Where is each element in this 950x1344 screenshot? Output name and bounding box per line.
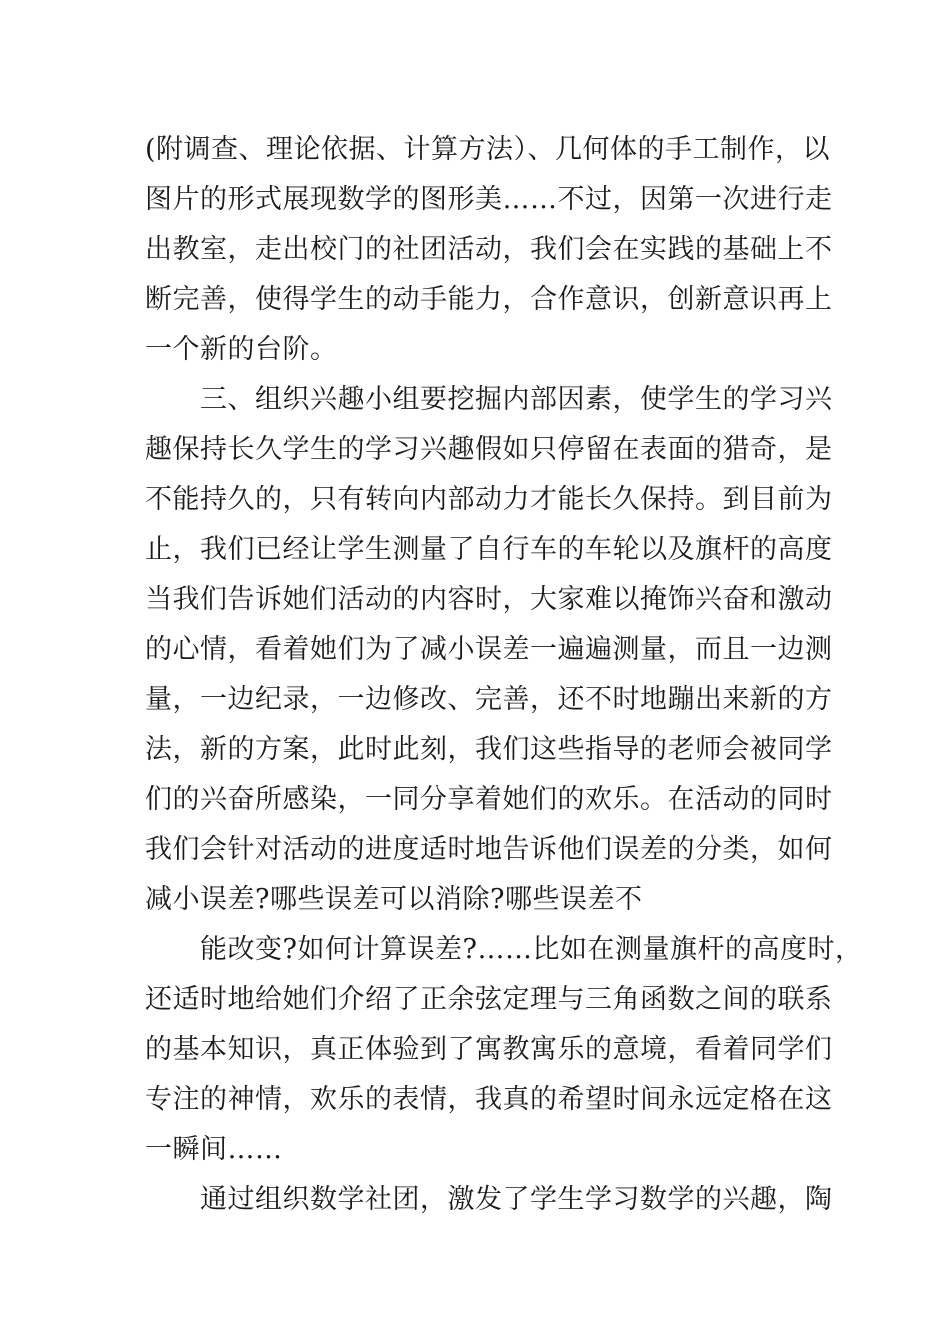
paragraph-start-line: 能改变?如何计算误差?……比如在测量旗杆的高度时， (200, 934, 863, 965)
text-line: 断完善，使得学生的动手能力，合作意识，创新意识再上 (145, 284, 833, 315)
text-line: 当我们告诉她们活动的内容时，大家难以掩饰兴奋和激动 (145, 584, 833, 615)
text-line: 法，新的方案，此时此刻，我们这些指导的老师会被同学 (145, 734, 833, 765)
text-line: 我们会针对活动的进度适时地告诉他们误差的分类，如何 (145, 834, 833, 865)
text-line: 图片的形式展现数学的图形美……不过，因第一次进行走 (145, 184, 833, 215)
text-line: 的基本知识，真正体验到了寓教寓乐的意境，看着同学们 (145, 1034, 833, 1065)
text-line: 趣保持长久学生的学习兴趣假如只停留在表面的猎奇，是 (145, 434, 833, 465)
text-line: 出教室，走出校门的社团活动，我们会在实践的基础上不 (145, 234, 833, 265)
paragraph-start-line: 三、组织兴趣小组要挖掘内部因素，使学生的学习兴 (200, 384, 833, 415)
text-line: 还适时地给她们介绍了正余弦定理与三角函数之间的联系 (145, 984, 833, 1015)
paragraph-start-line: 通过组织数学社团，激发了学生学习数学的兴趣，陶 (200, 1184, 833, 1215)
text-line: 一瞬间…… (145, 1134, 283, 1165)
text-line: 们的兴奋所感染，一同分享着她们的欢乐。在活动的同时 (145, 784, 833, 815)
text-line: (附调查、理论依据、计算方法）、几何体的手工制作，以 (145, 134, 831, 165)
text-line: 的心情，看着她们为了减小误差一遍遍测量，而且一边测 (145, 634, 833, 665)
text-line: 专注的神情，欢乐的表情，我真的希望时间永远定格在这 (145, 1084, 833, 1115)
text-line: 量，一边纪录，一边修改、完善，还不时地蹦出来新的方 (145, 684, 833, 715)
text-line: 止，我们已经让学生测量了自行车的车轮以及旗杆的高度 (145, 534, 833, 565)
text-line: 减小误差?哪些误差可以消除?哪些误差不 (145, 884, 643, 915)
text-line: 一个新的台阶。 (145, 334, 338, 365)
text-line: 不能持久的，只有转向内部动力才能长久保持。到目前为 (145, 484, 833, 515)
